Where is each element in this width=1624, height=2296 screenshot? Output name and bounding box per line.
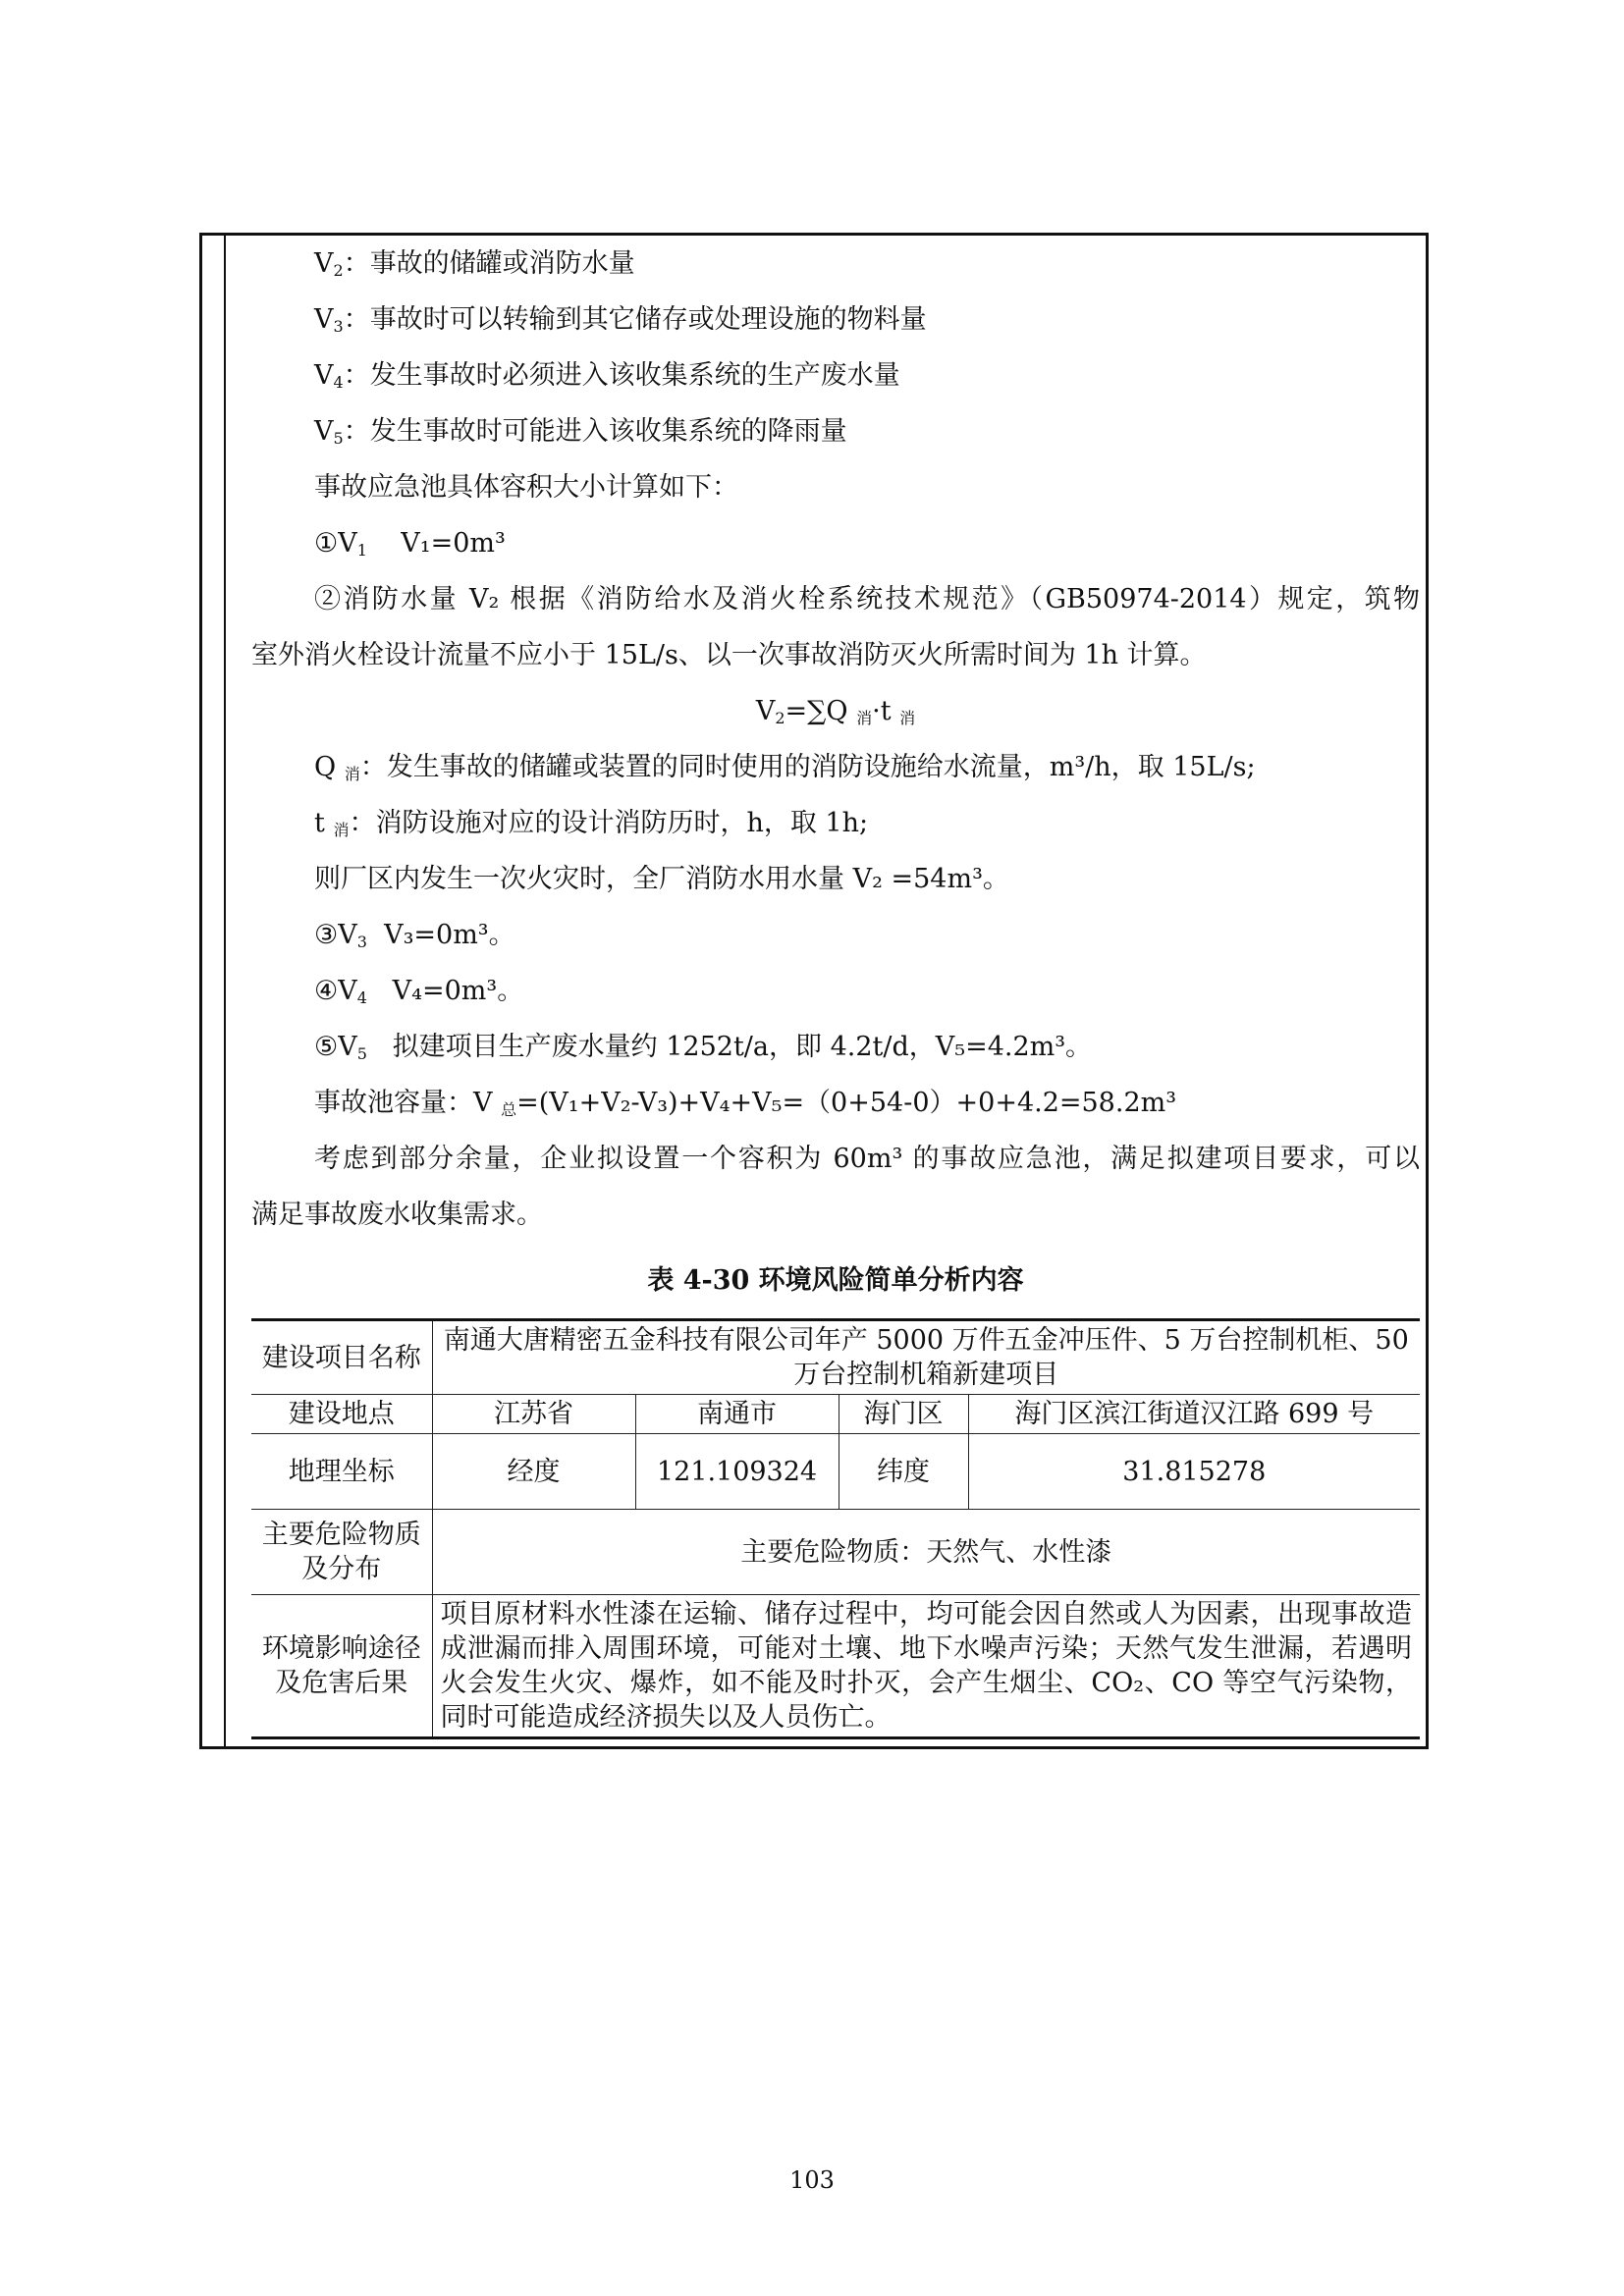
impact-value: 项目原材料水性漆在运输、储存过程中，均可能会因自然或人为因素，出现事故造成泄漏而排入周围环境，可能对土壤、地下水噪声污染；天然气发生泄漏，若遇明火会发生火灾、爆炸，如不能及时扑灭，会产生烟尘、CO₂、CO 等空气污染物，同时可能造成经济损失以及人员伤亡。 — [432, 1595, 1420, 1738]
def-v2: $V_2$：事故的储罐或消防水量 — [314, 248, 635, 280]
q-definition: Q $_消$：发生事故的储罐或装置的同时使用的消防设施给水流量，m³/h，取 15L/s; — [314, 752, 1256, 783]
conclusion-line1: 考虑到部分余量，企业拟设置一个容积为 60m³ 的事故应急池，满足拟建项目要求，可以 — [314, 1144, 1420, 1174]
table-row — [251, 1595, 1420, 1738]
lat-label: 纬度 — [839, 1434, 968, 1510]
hazard-label: 主要危险物质及分布 — [251, 1510, 432, 1595]
project-name-value: 南通大唐精密五金科技有限公司年产 5000 万件五金冲压件、5 万台控制机柜、50 万台控制机箱新建项目 — [432, 1320, 1420, 1395]
calc-intro: 事故应急池具体容积大小计算如下： — [314, 472, 738, 503]
v1-line: $①V_1$ V₁=0m³ — [314, 528, 506, 560]
site-address: 海门区滨江街道汉江路 699 号 — [968, 1395, 1420, 1434]
v2-formula: $V_2=\sum Q$ $_消$·t $_消$ — [755, 696, 916, 727]
coord-label: 地理坐标 — [251, 1434, 432, 1510]
site-city: 南通市 — [635, 1395, 839, 1434]
lon-value: 121.109324 — [635, 1434, 839, 1510]
hazard-value: 主要危险物质：天然气、水性漆 — [432, 1510, 1420, 1595]
conclusion-line2: 满足事故废水收集需求。 — [251, 1200, 543, 1230]
impact-label: 环境影响途径及危害后果 — [251, 1595, 432, 1738]
table-row — [251, 1320, 1420, 1395]
table-row — [251, 1434, 1420, 1510]
table-caption: 表 4-30 环境风险简单分析内容 — [647, 1265, 1024, 1296]
v5-line: $⑤V_5$ 拟建项目生产废水量约 1252t/a，即 4.2t/d，V₅=4.2m³。 — [314, 1032, 1093, 1063]
v3-line: $③V_3$ V₃=0m³。 — [314, 920, 515, 951]
v2-result: 则厂区内发生一次火灾时，全厂消防水用水量 V₂ =54m³。 — [314, 864, 1009, 894]
site-label: 建设地点 — [251, 1395, 432, 1434]
table-row — [251, 1395, 1420, 1434]
def-v5: $V_5$：发生事故时可能进入该收集系统的降雨量 — [314, 416, 847, 448]
table-row — [251, 1510, 1420, 1595]
t-definition: t $_消$：消防设施对应的设计消防历时，h，取 1h; — [314, 808, 869, 839]
risk-analysis-table — [251, 1318, 1420, 1739]
def-v4: $V_4$：发生事故时必须进入该收集系统的生产废水量 — [314, 360, 900, 392]
total-capacity: 事故池容量：V $_总$=(V₁+V₂-V₃)+V₄+V₅=（0+54-0）+0+4.2=58.2m³ — [314, 1088, 1177, 1119]
lat-value: 31.815278 — [968, 1434, 1420, 1510]
site-district: 海门区 — [839, 1395, 968, 1434]
lon-label: 经度 — [432, 1434, 635, 1510]
frame-inner-line — [224, 233, 226, 1749]
def-v3: $V_3$：事故时可以转输到其它储存或处理设施的物料量 — [314, 304, 927, 336]
v2-para-line1: ②消防水量 V₂ 根据《消防给水及消火栓系统技术规范》（GB50974-2014）规定，筑物 — [314, 584, 1420, 614]
v4-line: $④V_4$ V₄=0m³。 — [314, 976, 524, 1007]
body-text — [251, 236, 1420, 1243]
v2-para-line2: 室外消火栓设计流量不应小于 15L/s、以一次事故消防灭火所需时间为 1h 计算。 — [251, 640, 1207, 670]
page-number: 103 — [789, 2166, 835, 2194]
site-province: 江苏省 — [432, 1395, 635, 1434]
project-name-label: 建设项目名称 — [251, 1320, 432, 1395]
